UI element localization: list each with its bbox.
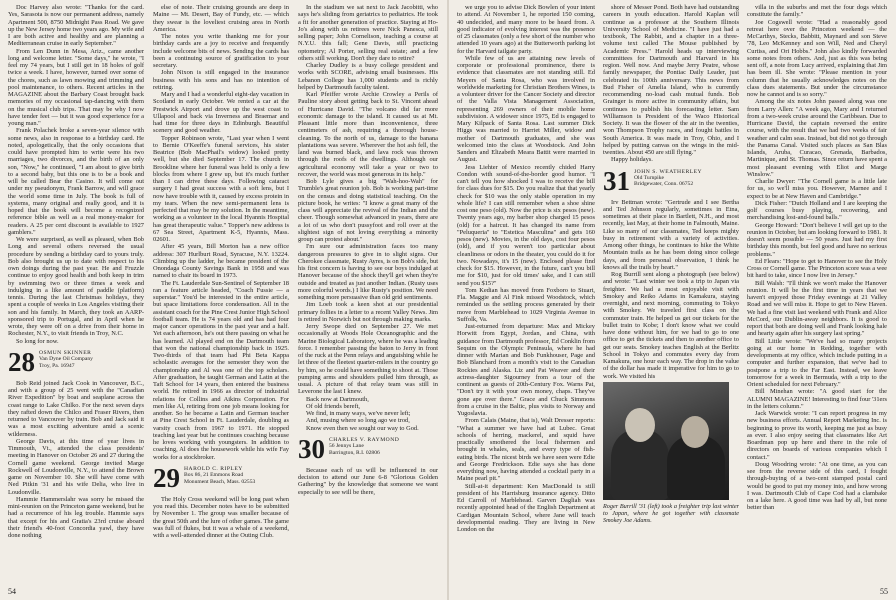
paragraph: George Howard: "Don't believe I will get up to the reunion in October, but am looking forward to 1981. It doesn't seem possible — 50 years. Just had my first birthday this month, but feel good and have no serious problems."	[747, 221, 887, 258]
address-line: Van Dyne Oil Company	[39, 356, 93, 363]
address-line: Box 86, 21 Emmons Road	[184, 472, 244, 479]
paragraph: Mary and I had a wonderful eight-day vacation in Scotland in early October. We rented a car at the Prestwick Airport and drove up the west coast to Ullapool and back via Inverness and Braemar and had time for three days in Edinburgh. Beautiful scenery and good weather.	[153, 91, 289, 135]
paragraph: Bill Minehan wrote: "A good start for the ALUMNI MAGAZINE! Interesting to find four '31ers in the letters column."	[747, 388, 887, 410]
paragraph: Charley Dudley is a busy college president and works with SCORE, advising small businesses. His Lebanon College has 1,000 students and is richly helped by Dartmouth faculty talent.	[298, 62, 438, 91]
paragraph: Just-returned from departure: Max and Mickey Horwitt from Egypt, Jordan, and China, with guidance from Dartmouth professor, Ed Conklin from Sequim on the Olympic Peninsula, where he had dinner with Marian and Bob Funkhouser, Page and Bob Blanchard from a month's visit to the Canadian Rockies and Alaska. Liz and Pat Weaver and their actress-daughter Sigourney from a tour of the continent as guests of 20th-Century Fox. Warns Pat, "Don't try it with your own money, chaps. They've gone ape over there." Grace and Chuck Simmons from a cruise in the Baltic, plus visits to Norway and Yugoslavia.	[457, 323, 595, 417]
paragraph: Bob Lyle gives a big "Wah-hoo-Wah" for Trumble's great reunion job. Bob is working part-time on the census and doing statistical teaching. On the picture book, he writes: "I know a great many of the class will appreciate the revival of the Indian and the cheer. Though somewhat advanced in years, there are a lot of us who don't pussyfoot and roll over at the slightest sign of not loving everything a minority group can protest about."	[298, 178, 438, 243]
paragraph: So long for now.	[16, 337, 59, 345]
class-year-number: 31	[603, 165, 630, 196]
photo-caption: Roger Burrill '31 (left) took a freighter trip last winter to Japan, where he got together with classmate Smokey Joe Adams.	[603, 502, 739, 524]
paragraph: After 45 years, Bill Morton has a new office address: 307 Hurlburt Road, Syracuse, N.Y. 13224. Climbing up the ladder, he became president of the Onondaga County Savings Bank in 1958 and was named to chair its board in 1973.	[153, 243, 289, 280]
paragraph: Tom Kedian has moved from Foxboro to Stuart, Fla. Maggie and Al Fink missed Woodstock, which reminded us the settling process generated by their move from Marblehead to 1029 Virginia Avenue in Suffolk, Va.	[457, 286, 595, 323]
photo-head-left	[625, 408, 655, 442]
paragraph: Happy holidays.	[611, 156, 653, 164]
left-column-2	[153, 4, 289, 584]
page-number: 54	[8, 587, 16, 596]
paragraph: Topper Robinson wrote, "Last year when I went to Bernie O'Keeffe's funeral services, his sister Beatrice (Bob MacPhail's widow) looked pretty well, but she died September 17. The church in Brookline where her funeral was held is only a few blocks from where I grew up, but it's much further than I can drive these days. Following cataract surgery I had great success with a soft lens, but I now have trouble with it, caused by excess protein in my tears. When the new semi-permanent lens is perfected that may be my solution. In the meantime, working as a volunteer in the local Hyannis Hospital has great therapeutic value." Topper's new address is 67 Sea Street, Apartment K-5, Hyannis, Mass. 02601.	[153, 134, 289, 243]
address-line: Troy, Pa. 16947	[39, 362, 75, 369]
page-number: 55	[880, 587, 888, 596]
secretary-name: JOHN S. WEATHERLEY	[634, 168, 703, 175]
address-line: Monument Beach, Mass. 02553	[184, 478, 256, 485]
paragraph: Joe Cogswell wrote: "Had a reasonably good retreat here over the Princeton weekend — the McCarthys, Stecks, Babbitt, Maynard and son Steve '78, Leo McKenney and son Will, Ned and Cheryl Curtiss, and Ori Hobbs." John also kindly forwarded some notes from others. And, just as this was being sent off, a note from Lucy arrived, explaining that Jim has been ill. She wrote: "Please mention in your column that he usually acknowledges notes on the class dues statements. But under the circumstance now he cannot and is so sorry."	[747, 18, 887, 98]
paragraph: Jack Warwick wrote: "I can report progress in my new business efforts. Annual Report Marketing Inc. is beginning to prove its worth, keeping me just as busy as ever. I also enjoy seeing that classmates like Art Boardman pop up here and there in the role of directors on boards of various companies which I contact."	[747, 410, 887, 461]
paragraph: The Holy Cross weekend will be long past when you read this. December notes have to be submitted by November 1. The group was smaller because of the great 50th and the lure of other games. The game was full of flukes, but it was a whale of a weekend, with a well-attended dinner at the Outing Club.	[153, 495, 289, 539]
class-note-header-29	[153, 462, 289, 493]
paragraph: Bill Walsh: "I'll think we won't make the Hanover reunion. It will be the first time in years that we haven't enjoyed those Friday evenings at 21 Valley Road and we will miss it. Hope to get to New Haven. We had a fine visit last weekend with Frank and Alice McCord, our Dublin-away neighbors. It is good to report that both are doing well and Frank looking hale and hearty again after his surgery last spring."	[747, 279, 887, 338]
paragraph: Dick Fisher: "Dutch Holland and I are keeping the golf courses busy playing, recovering, and merchandising lost-and-found balls."	[747, 199, 887, 222]
class-secretary-address	[329, 437, 399, 456]
paragraph: else of note. Their cruising grounds are deep in Maine — Mt. Desert, Bay of Fundy, etc. — which they swear is the loveliest cruising area in North America.	[153, 4, 289, 33]
right-column-1	[457, 4, 595, 584]
left-column-3	[298, 4, 438, 584]
paragraph: From Len Dunn in Mesa, Ariz., came another long and welcome letter. "Some days," he wrote, "I feel my 74 years, but I still get in 18 holes of golf twice a week. I have, however, turned over some of the chores, such as lawn mowing and trimming and pool maintenance, to others. Recent articles in the MAGAZINE about the Barbary Coast brought back memories of my occasional tap-dancing with them on the musical club trips. That may be why I now have tender feet — but it was good experience for a young man."	[8, 47, 144, 127]
class-secretary-address	[184, 466, 255, 485]
paragraph: John Nixon is still engaged in the insurance business with his sons and has no intention of retiring.	[153, 69, 289, 91]
paragraph: While few of us are attaining new levels of corporate or professional prominence, there is evidence that classmates are not standing still. Ed Meyers of Santa Rosa, who was involved in worldwide marketing for Christian Brothers Wines, is a volunteer driver for the Cancer Society and director of the Valla Vista Management Association, representing 269 owners of their mobile home subdivision. A widower since 1975, Ed is engaged to Mary Kilpack of Santa Rosa. Last summer Dick Higgs was married to Harriet Miller, widow and mother of Dartmouth graduates, and she was welcomed into the class at Woodstock. And John Sanders and Elizabeth Meara Battit were married in August.	[457, 54, 595, 164]
address-line: 56 Jennys Lane	[329, 443, 364, 450]
address-line: Bridgewater, Conn. 06752	[634, 181, 694, 188]
paragraph: From Calais (Maine, that is), Walt Dresser reports: "What a summer we have had at Lubec. Great schools of herring, mackerel, and squid have practically smothered the local fishermen and brought in whales, seals, and every type of fish-eating birds. The nicest birds we have seen were Edie and George Fredrickson. Edie says she has done everything now, having attended a cocktail party in a Maine pearl pit."	[457, 417, 595, 483]
class-secretary-address	[634, 169, 702, 188]
left-column-1	[8, 4, 144, 584]
address-line: Old Turnpike	[634, 174, 664, 181]
paragraph: Bob Reid joined Jack Cook in Vancouver, B.C., and with a group of 25 went with the "Canadian River Expedition" by boat and seaplane across the coast range to Lake Chilko. For the next seven days they rafted down the Chilco and Fraser Rivers, then returned to Vancouver by train. Bob and Jack said it was a most exciting adventure amid a scenic wilderness.	[8, 379, 144, 438]
right-page	[449, 0, 896, 600]
left-page	[0, 0, 447, 600]
class-note-header-30	[298, 433, 438, 464]
paragraph: Frank Polachek broke a seven-year silence with some news, also in response to a birthday card. He noted, apologetically, that the only occasions that could have prompted him to write were his two marriages, two divorces, and the birth of an only son, "Now," he continued, "I am about to give birth to a second baby, but this one is to be a book and will be called Bear the Casino. It will come out under my pseudonym, Frank Barrow, and will grace the world some time in July. The book is full of systems, many original and really good, and it is hoped that the book will become a recognized reference bible as well as a real money-maker for readers. A 25 per cent discount is available to 1927 gamblers."	[8, 127, 144, 236]
address-line: Barrington, R.I. 02806	[329, 449, 380, 456]
secretary-name: OSMUN SKINNER	[39, 349, 92, 356]
paragraph: Karl Pfeiffer wrote Archie Crowley a Perils of Pauline story about getting back to St. Vincent ahead of Hurricane David. "The volcano did far more economic damage to the island. It caused us at Mt. Pleasant little more than inconvenience, three centimeters of ash, requiring a thorough house-cleaning. To the north of us, damage to the banana plantations was severe. Wherever the hot ash fell, the land was burned black, and lava rock was thrown through the roofs of the dwellings. Although our agricultural economy will take a year or two to recover, the world was most generous in its help."	[298, 91, 438, 178]
class-year-number: 29	[153, 462, 180, 493]
paragraph: Doc Harvey also wrote: "Thanks for the card. Yes, Sarasota is now our permanent address, namely Apartment 500, 8750 Midnight Pass Road. We gave up the New Jersey home two years ago. My wife and I are both active and healthy and are planning a Mediterranean cruise in early September."	[8, 4, 144, 48]
paragraph: Still-at-it department: Ken MacDonald is still president of his Harrisburg insurance agency. Ditto Ed Carroll of Marblehead. Garven Dagliah was recently appointed head of the English Department at Cardigan Mountain School, where Jane will teach developmental reading. They are living in New London on the	[457, 482, 595, 533]
poem-line: We find, in many ways, we've never left;	[306, 410, 411, 417]
photo-burrill-adams	[603, 382, 729, 500]
paragraph: Rog Burrill sent along a photograph (see below) and wrote: "Last winter we took a trip to Japan via freighter. We had a most enjoyable visit with Smokey and Reiko Adams in Kamakura, staying overnight, and next morning, commuting to Tokyo with Smokey. We traveled first class on the commuter train. He helped us get our tickets for the bullet train to Kobe; I don't know what we could have done without him, for we had to go to one office to get the tickets and then to another office to get our seats. Smokey teaches English at the Berlitz School in Tokyo and commutes every day from Kamakura, one hour each way. The drop in the value of the dollar has made it imperative for him to go to work. We visited his	[603, 271, 739, 380]
class-year-number: 30	[298, 433, 325, 464]
paragraph: George Davis, at this time of year lives in Timmouth, Vt., attended the class presidents' meeting in Hanover on October 26 and 27 during the Cornell game weekend. George invited Marge Rockwell of Loudonville, N.Y., to attend the Brown game on November 10. She will have come with Ned Pitkin '31 and his wife Delia, who live in Loudonville.	[8, 437, 144, 496]
paragraph: The Ft. Lauderdale Sun-Sentinel of September 18 ran a feature article headed, "Coach Fussie — a superstar." You'd be interested in the entire article, but space limitations force condensation. All in the assistant coach for the Pine Crest Junior High School football team. He is 74 years old and has had four major cancer operations in the past year and a half. Yet each afternoon, he's out there passing on what he has learned. Al played end on the Dartmouth team that won the national championship back in 1925. Two-thirds of that team had Phi Beta Kappa scholastic averages for the semester they won the championship and Al was one of the top scholars. After graduation, he taught German and Latin at the Taft School for 14 years, then entered the business world. He retired in 1966 as director of industrial relations for Collins and Aikins Corporation. For men like Al, retiring from one job means looking for another. So he became a Latin and German teacher at Pine Crest School in Ft. Lauderdale, doubling as varsity coach from 1967 to 1971. He stopped teaching last year but he continues coaching because he loves working with youngsters. In addition to coaching, Al does the housework while his wife Fay works for a stockbroker.	[153, 279, 289, 461]
class-year-number: 28	[8, 346, 35, 377]
paragraph: Irv Bettman wrote: "Gertrude and I see Bertha and Ted Johnson regularly, sometimes in Etna, sometimes at their place in Bartlett, N.H., and most recently, last May, at their home in Falmouth, Maine. Like so many of our classmates, Ted keeps mighty busy in retirement with a variety of activities. Among other things, he continues to hike the White Mountain trails as he has been doing since college days, and from personal observation, I think he knows all the trails by heart."	[603, 198, 739, 271]
paragraph: Charlie Dwyer: "The Cornell game is a little late for us, so we'll miss you. However, Marnee and I expect to be at New Haven and Cambridge."	[747, 178, 887, 200]
paragraph: villa in the suburbs and met the four dogs which constitute the family."	[747, 4, 887, 19]
paragraph: We were surprised, as well as pleased, when Bob Long and several others reversed the usual procedure by sending a birthday card to yours truly. Bob also brought us up to date with respect to his own doings during the past year. He and Fruzzle continue to enjoy good health and both keep in trim by swimming two or three times a week and indulging in a like amount of paddle (platform) tennis. During the last Christmas holidays, they spent a couple of weeks in Los Angeles visiting their son and his family. In March, they took an AARP-sponsored trip to Portugal, and in April when he wrote, they were off on a drive from their home in Rochester, N.Y., to visit friends in Troy, N.C.	[8, 236, 144, 338]
paragraph: Doug Woodring wrote: "At one time, as you can see from the reverse side of this card, I fought through-buying of a two-cent stamped postal card would be good to put my money into, and how wrong I was. Dartmouth Club of Cape Cod had a clambake on a lake here. A good time was had by all, but none better than	[747, 460, 887, 512]
paragraph: Ed Flears: "Hope to get to Hanover to see the Holy Cross or Cornell game. The Princeton score was a wee bit hard to take, since I now live in Jersey."	[747, 257, 887, 280]
secretary-name: HAROLD C. RIPLEY	[184, 465, 243, 472]
poem-line: Know even then we sought our way to God.	[306, 424, 419, 432]
paragraph: Jim Loeb took a keen shot at our presidential primary follies in a letter to a recent Valley News. Jim is retired in Norwich but not through making marks.	[298, 301, 438, 323]
right-column-2	[603, 4, 739, 584]
paragraph: we urge you to advise Dick Bowlen of your intent to attend. At November 1, he reported 150 coming, 40 undecided, and many more to be heard from. A good indicator of evolving interest was the presence of 25 classmates (only a few short of the number who attended 10 years ago) at the Butterworth parking lot for the Harvard tailgate party.	[457, 4, 595, 55]
class-note-header-31	[603, 165, 739, 196]
paragraph: Bill Little wrote: "We've had so many projects going at our home in Redding, together with developments at my office, which include putting in a computer and further expansion, that we've had to postpone a trip to the Far East. Instead, we leave tomorrow for a week in Bermuda, with a trip to the Orient scheduled for next February."	[747, 337, 887, 388]
paragraph: Jess Liehter of Mexico recently chided Harry Condon with sound-of-the-border good humor. "I can't tell you how shocked I was to receive the bill for class dues for $15. Do you realize that that yearly check for $10 was the only stable operation in my whole life? I can still remember when a shoe shine cost one peso (old). Now the price is six pesos (new). Twenty years ago, my barber shop charged 15 pesos (old) for a haircut. It has changed its name from "Peluqueria" to "Estetica Masculina" and gets 160 pesos (new). Movies, in the old days, cost four pesos (old), and if you weren't too particular about cleanliness or odors in the theater, you could do it for two. Nowadays, it's 15 (new). Enclosed please find check for $15. However, in the future, can't you bill me for $10, just for old times' sake, and I can still send you $15?"	[457, 163, 595, 287]
paragraph: Among the six notes John passed along was one from Larry Allen: "A week ago, Mary and I returned from a two-week cruise around the Caribbean. Due to Hurricane David, the captain reversed the entire course, with the result that we had two weeks of fair weather and calm seas. Instead, but did not go through the Panama Canal. Visited such places as San Blas Islands, Aruba, Curacao, Grenada, Barbados, Martinique, and St. Thomas. Since return have spent a most pleasant evening with Eliot and Marge Winslow."	[747, 98, 887, 178]
class-note-header-28	[8, 346, 144, 377]
paragraph: I'm sure our administration faces too many dangerous pressures to give in to slight signs. Our Cherokee classmate, Rusty Ayres, is on Bob's side, but his first concern is having to see our boys indulged at Hanover because of the shock they'll get when they're outside and treated as just another Indian. (Rusty uses more colorful words.) I like Rusty's position. We need something more persuasive than old grid sentiments.	[298, 243, 438, 301]
poem	[298, 396, 438, 432]
paragraph: Jerry Swope died on September 27. We met occasionally at Woods Hole Oceanographic and the Marine Biological Laboratory, where he was a leading force. I remember passing the baton to Jerry in front of the ruck at the Penn relays and anguishing while he let three of the fleetest quarter-milers in the country go by him, so he could have something to shoot at. Those pumping arms and shoulders pulled him through, as usual. A picture of that relay team was still in Leverone the last I knew.	[298, 323, 438, 396]
poem-line: Of old friends bereft,	[306, 402, 360, 410]
paragraph: Hammie Hammerslahr was sorry he missed the mini-reunion on the Princeton game weekend, but he had a recurrence of his leg trouble. Hammie says that except for his and Gratia's 23rd cruise aboard their friend's 40-foot Concordia yawl, they have done nothing	[8, 495, 144, 539]
photo-head-right	[681, 416, 709, 448]
poem-line: Back now at Dartmouth,	[306, 395, 369, 403]
paragraph: The notes you write thanking me for your birthday cards are a joy to receive and frequently include welcome bits of news. Sending the cards has been a continuing source of gratification to your secretary.	[153, 33, 289, 69]
poem-line: And, musing where so long ago we trod,	[306, 417, 410, 425]
secretary-name: CHARLES V. RAYMOND	[329, 436, 400, 443]
class-secretary-address	[39, 350, 93, 369]
right-column-3	[747, 4, 887, 584]
paragraph: shore of Messer Pond. Both have had outstanding careers in youth education. Harold Kaplan will continue as a professor at the Southern Illinois University School of Medicine. "I have just had a textbook, The Rabbit, and a chapter in a three-volume text called The Mouse published by Academic Press." Harold heads up interviewing committees for Dartmouth and Harvard in his region. Well now. And maybe Jerry Peatre, whose family newspaper, the Pontiac Daily Leader, just celebrated its 100th anniversary. This news from Bud Fisher of Amelia Island, who is currently recommending no-load cash mutual funds. Bob Grainger is more active in community affairs, but continues to publish his forecasting letter. Sam Williamson is President of the Waco Historical Society. It was the flower of the air in the twenties, won Thompson Trophy races, and fought battles in South America. It was made in Troy, Ohio, and I helped by putting canvas on the wings in the mid-twenties. About 450 are still flying."	[603, 4, 739, 156]
paragraph: In the stadium we sat next to Jack Jacobitti, who says he's sliding from geriatrics to pediatrics. He took a fit for another generation of practice. Staying at Ho-Jo's along with us retirees were Nick Panesca, still selling paper; John Cornelison, teaching a course at N.Y.U. this fall; Gene Davis, still practicing optometry; Al Porter, selling real estate; and a few others still working. Don't they dare to retire?	[298, 4, 438, 62]
paragraph: Because each of us will be influenced in our decision to attend our June 6-8 "Glorious Golden Gathering" by the knowledge that someone we want especially to see will be there,	[298, 466, 438, 496]
